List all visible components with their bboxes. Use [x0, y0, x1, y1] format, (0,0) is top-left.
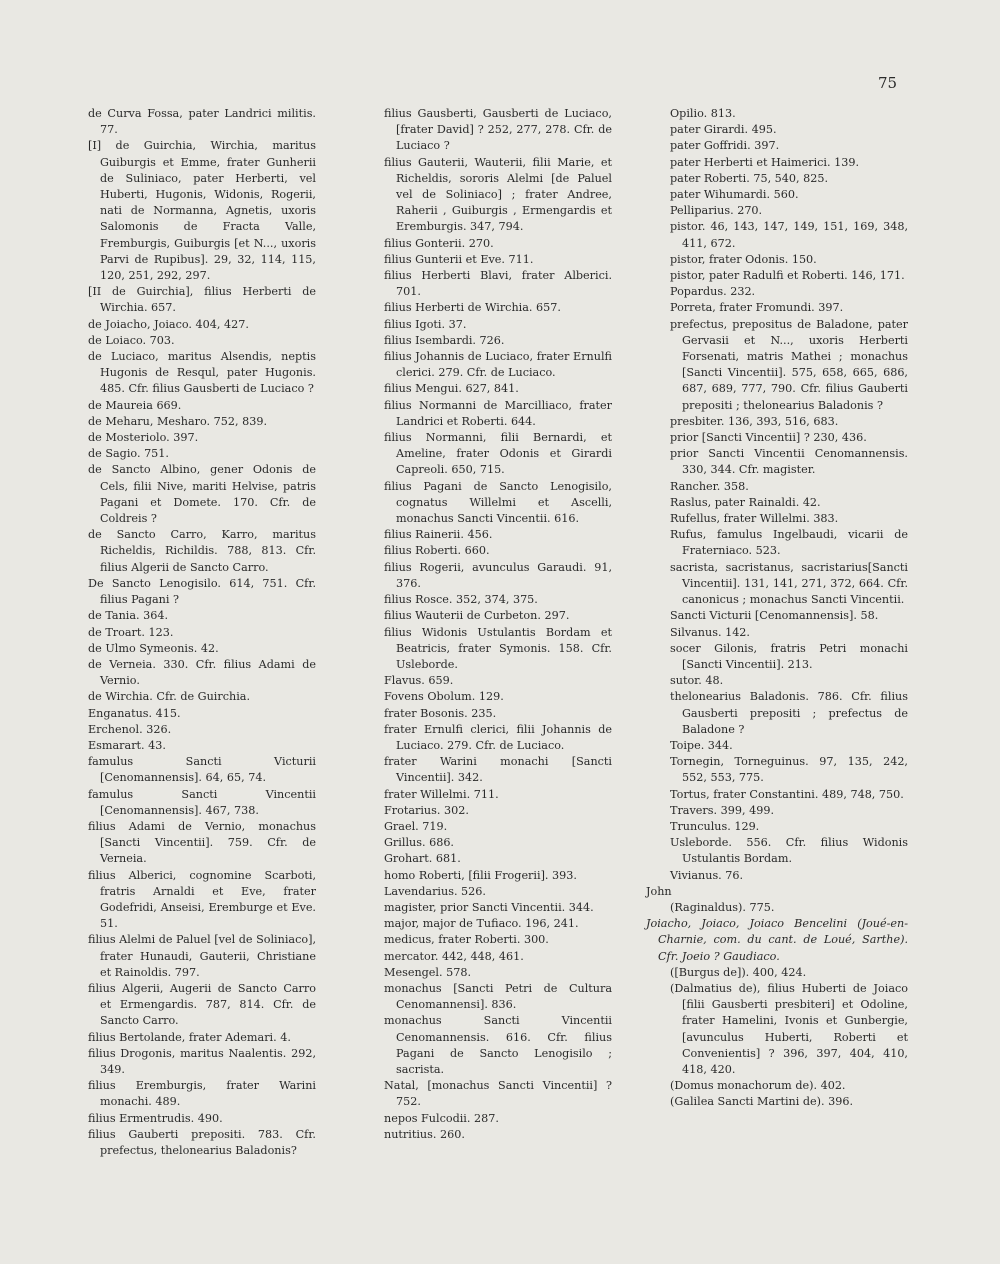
index-entry: Natal, [monachus Sancti Vincentii] ? 752. — [384, 1079, 612, 1109]
index-entry: major, major de Tufiaco. 196, 241. — [384, 917, 579, 931]
index-entry: frater Bosonis. 235. — [384, 706, 497, 720]
index-entry: filius Igoti. 37. — [384, 317, 467, 331]
index-entry: Mesengel. 578. — [384, 965, 472, 979]
index-subentry: Rufus, famulus Ingelbaudi, vicarii de Fraterniaco. 523. — [670, 528, 908, 558]
index-entry: nepos Fulcodii. 287. — [384, 1111, 499, 1125]
index-entry: monachus Sancti Vincentii Cenomannensis. 616. Cfr. filius Pagani de Sancto Lenogisilo ; sacrista. — [384, 1014, 612, 1076]
index-subentry: Vivianus. 76. — [670, 868, 744, 882]
index-entry: mercator. 442, 448, 461. — [384, 949, 524, 963]
index-subentry: pistor, pater Radulfi et Roberti. 146, 171. — [670, 269, 905, 283]
index-subentry: Travers. 399, 499. — [670, 803, 774, 817]
index-subentry: sacrista, sacristanus, sacristarius[Sancti Vincentii]. 131, 141, 271, 372, 664. Cfr. canonicus ; monachus Sancti Vincentii. — [670, 560, 908, 607]
index-subentry: Tornegin, Torneguinus. 97, 135, 242, 552, 553, 775. — [670, 755, 908, 785]
index-entry: filius Eremburgis, frater Warini monachi. 489. — [88, 1079, 316, 1109]
index-subentry: pistor, frater Odonis. 150. — [670, 252, 817, 266]
index-entry: de Troart. 123. — [88, 625, 174, 639]
index-subentry: (Galilea Sancti Martini de). 396. — [670, 1095, 854, 1109]
index-entry: filius Gausberti, Gausberti de Luciaco, [frater David] ? 252, 277, 278. Cfr. de Luciaco ? — [384, 107, 612, 153]
index-entry: famulus Sancti Vincentii [Cenomannensis]. 467, 738. — [88, 787, 316, 817]
index-subentry: pater Wihumardi. 560. — [670, 188, 799, 202]
index-entry: [II de Guirchia], filius Herberti de Wirchia. 657. — [88, 285, 316, 315]
index-entry: filius Mengui. 627, 841. — [384, 382, 519, 396]
index-entry: filius Algerii, Augerii de Sancto Carro et Ermengardis. 787, 814. Cfr. de Sancto Carro. — [88, 981, 316, 1028]
index-subentry: Trunculus. 129. — [670, 819, 760, 833]
index-entry: de Sancto Carro, Karro, maritus Richeldis, Richildis. 788, 813. Cfr. filius Algerii de Sancto Carro. — [88, 528, 316, 574]
index-column-2 — [384, 106, 612, 1143]
index-entry: de Wirchia. Cfr. de Guirchia. — [88, 690, 251, 704]
index-entry: filius Gunterii et Eve. 711. — [384, 252, 534, 266]
index-heading: John — [646, 884, 672, 898]
index-entry: Grohart. 681. — [384, 852, 461, 866]
index-subentry: ([Burgus de]). 400, 424. — [670, 965, 807, 979]
index-entry: filius Normanni, filii Bernardi, et Ameline, frater Odonis et Girardi Capreoli. 650, 715. — [384, 431, 612, 477]
index-entry: Enganatus. 415. — [88, 706, 181, 720]
index-subentry: Porreta, frater Fromundi. 397. — [670, 301, 844, 315]
index-entry: filius Normanni de Marcilliaco, frater Landrici et Roberti. 644. — [384, 398, 612, 428]
index-entry: filius Widonis Ustulantis Bordam et Beatricis, frater Symonis. 158. Cfr. Usleborde. — [384, 625, 612, 671]
index-entry: Frotarius. 302. — [384, 803, 469, 817]
index-entry: filius Johannis de Luciaco, frater Ernulfi clerici. 279. Cfr. de Luciaco. — [384, 350, 612, 380]
index-entry: de Mosteriolo. 397. — [88, 431, 199, 445]
index-entry: famulus Sancti Victurii [Cenomannensis]. 64, 65, 74. — [88, 755, 316, 785]
index-entry: filius Herberti Blavi, frater Alberici. 701. — [384, 269, 612, 299]
index-subentry: pistor. 46, 143, 147, 149, 151, 169, 348, 411, 672. — [670, 220, 908, 250]
index-entry: de Luciaco, maritus Alsendis, neptis Hugonis de Resqul, pater Hugonis. 485. Cfr. filius Gausberti de Luciaco ? — [88, 350, 316, 396]
index-subentry: pater Herberti et Haimerici. 139. — [670, 155, 860, 169]
index-entry: medicus, frater Roberti. 300. — [384, 933, 549, 947]
index-subentry: thelonearius Baladonis. 786. Cfr. filius Gausberti prepositi ; prefectus de Baladone ? — [670, 690, 908, 736]
index-entry: [I] de Guirchia, Wirchia, maritus Guiburgis et Emme, frater Gunherii de Suliniaco, pater Herberti, vel Huberti, Hugonis, Widonis, Rogerii, nati de Normanna, Agnetis, uxoris Salomonis de Fracta Valle, Fremburgis, Guiburgis [et N..., uxoris Parvi de Rupibus]. 29, 32, 114, 115, 120, 251, 292, 297. — [88, 139, 316, 283]
index-column-3 — [646, 106, 908, 1111]
index-heading: Joiacho, Joiaco, Joiaco Bencelini (Joué-en-Charnie, com. du cant. de Loué, Sarthe). Cfr. Joeio ? Gaudiaco. — [646, 917, 908, 963]
index-entry: Esmarart. 43. — [88, 738, 166, 752]
index-subentry: pater Goffridi. 397. — [670, 139, 780, 153]
index-entry: filius Gonterii. 270. — [384, 236, 494, 250]
index-subentry: prior [Sancti Vincentii] ? 230, 436. — [670, 431, 867, 445]
index-entry: filius Herberti de Wirchia. 657. — [384, 301, 561, 315]
index-subentry: presbiter. 136, 393, 516, 683. — [670, 414, 839, 428]
index-entry: de Ulmo Symeonis. 42. — [88, 641, 219, 655]
index-subentry: Sancti Victurii [Cenomannensis]. 58. — [670, 609, 879, 623]
index-subentry: Toipe. 344. — [670, 738, 733, 752]
page-number: 75 — [878, 74, 898, 92]
index-subentry: sutor. 48. — [670, 674, 724, 688]
index-entry: Flavus. 659. — [384, 674, 454, 688]
index-entry: filius Gauterii, Wauterii, filii Marie, et Richeldis, sororis Alelmi [de Paluel vel de Soliniaco] ; frater Andree, Raherii , Guiburgis , Ermengardis et Eremburgis. 347, 794. — [384, 155, 612, 234]
index-subentry: prefectus, prepositus de Baladone, pater Gervasii et N..., uxoris Herberti Forsenati, matris Mathei ; monachus [Sancti Vincentii]. 575, 658, 665, 686, 687, 689, 777, 790. Cfr. filius Gauberti prepositi ; thelonearius Baladonis ? — [670, 317, 908, 412]
index-entry: filius Gauberti prepositi. 783. Cfr. prefectus, thelonearius Baladonis? — [88, 1127, 316, 1157]
index-entry: Grael. 719. — [384, 819, 448, 833]
index-entry: de Verneia. 330. Cfr. filius Adami de Vernio. — [88, 657, 316, 688]
index-entry: de Sagio. 751. — [88, 447, 169, 461]
index-entry: nutritius. 260. — [384, 1127, 465, 1141]
index-entry: Grillus. 686. — [384, 836, 454, 850]
index-entry: frater Warini monachi [Sancti Vincentii]. 342. — [384, 755, 612, 785]
index-subentry: Popardus. 232. — [670, 285, 756, 299]
index-subentry: Pelliparius. 270. — [670, 204, 763, 218]
index-entry: monachus [Sancti Petri de Cultura Cenomannensi]. 836. — [384, 981, 612, 1012]
index-entry: filius Isembardi. 726. — [384, 333, 505, 347]
index-subentry: pater Roberti. 75, 540, 825. — [670, 171, 829, 185]
index-entry: de Loiaco. 703. — [88, 333, 175, 347]
index-entry: filius Bertolande, frater Ademari. 4. — [88, 1030, 291, 1044]
index-subentry: (Domus monachorum de). 402. — [670, 1079, 846, 1093]
index-entry: filius Ermentrudis. 490. — [88, 1111, 223, 1125]
index-entry: filius Drogonis, maritus Naalentis. 292, 349. — [88, 1046, 316, 1076]
index-entry: de Meharu, Mesharo. 752, 839. — [88, 414, 268, 428]
index-subentry: socer Gilonis, fratris Petri monachi [Sancti Vincentii]. 213. — [670, 641, 908, 671]
index-entry: Erchenol. 326. — [88, 722, 172, 736]
index-column-1 — [88, 106, 316, 1159]
index-entry: filius Roberti. 660. — [384, 544, 490, 558]
index-subentry: Usleborde. 556. Cfr. filius Widonis Ustulantis Bordam. — [670, 836, 908, 866]
index-entry: filius Rainerii. 456. — [384, 528, 493, 542]
index-entry: homo Roberti, [filii Frogerii]. 393. — [384, 868, 577, 882]
index-entry: frater Ernulfi clerici, filii Johannis de Luciaco. 279. Cfr. de Luciaco. — [384, 722, 612, 752]
index-entry: filius Alelmi de Paluel [vel de Soliniaco], frater Hunaudi, Gauterii, Christiane et Rainoldis. 797. — [88, 933, 316, 979]
index-entry: frater Willelmi. 711. — [384, 787, 499, 801]
index-entry: filius Adami de Vernio, monachus [Sancti Vincentii]. 759. Cfr. de Verneia. — [88, 819, 316, 866]
index-subentry: (Dalmatius de), filius Huberti de Joiaco [filii Gausberti presbiteri] et Odoline, frater Hamelini, Ivonis et Gunbergie, [avunculus Huberti, Roberti et Convenientis] ? 396, 397, 404, 410, 418, 420. — [670, 981, 908, 1076]
index-entry: filius Alberici, cognomine Scarboti, fratris Arnaldi et Eve, frater Godefridi, Anseisi, Eremburge et Eve. 51. — [88, 868, 316, 931]
index-entry: de Tania. 364. — [88, 609, 169, 623]
index-subentry: Silvanus. 142. — [670, 625, 750, 639]
index-entry: Fovens Obolum. 129. — [384, 690, 504, 704]
index-entry: Lavendarius. 526. — [384, 884, 486, 898]
index-subentry: Tortus, frater Constantini. 489, 748, 750. — [670, 787, 904, 801]
index-entry: magister, prior Sancti Vincentii. 344. — [384, 900, 594, 914]
index-subentry: (Raginaldus). 775. — [670, 900, 775, 914]
index-subentry: prior Sancti Vincentii Cenomannensis. 330, 344. Cfr. magister. — [670, 447, 908, 477]
index-entry: de Maureia 669. — [88, 398, 182, 412]
index-entry: filius Rogerii, avunculus Garaudi. 91, 376. — [384, 560, 612, 590]
index-subentry: Rufellus, frater Willelmi. 383. — [670, 512, 839, 526]
index-subentry: pater Girardi. 495. — [670, 123, 777, 137]
index-subentry: Raslus, pater Rainaldi. 42. — [670, 495, 821, 509]
index-subentry: Opilio. 813. — [670, 107, 736, 120]
index-entry: filius Rosce. 352, 374, 375. — [384, 593, 538, 607]
index-entry: De Sancto Lenogisilo. 614, 751. Cfr. filius Pagani ? — [88, 576, 316, 607]
index-entry: de Joiacho, Joiaco. 404, 427. — [88, 317, 249, 331]
index-entry: de Sancto Albino, gener Odonis de Cels, filii Nive, mariti Helvise, patris Pagani et Domete. 170. Cfr. de Coldreis ? — [88, 463, 316, 526]
index-entry: de Curva Fossa, pater Landrici militis. 77. — [88, 107, 316, 137]
index-entry: filius Pagani de Sancto Lenogisilo, cognatus Willelmi et Ascelli, monachus Sancti Vincentii. 616. — [384, 479, 612, 526]
index-entry: filius Wauterii de Curbeton. 297. — [384, 609, 570, 623]
index-subentry: Rancher. 358. — [670, 479, 749, 493]
